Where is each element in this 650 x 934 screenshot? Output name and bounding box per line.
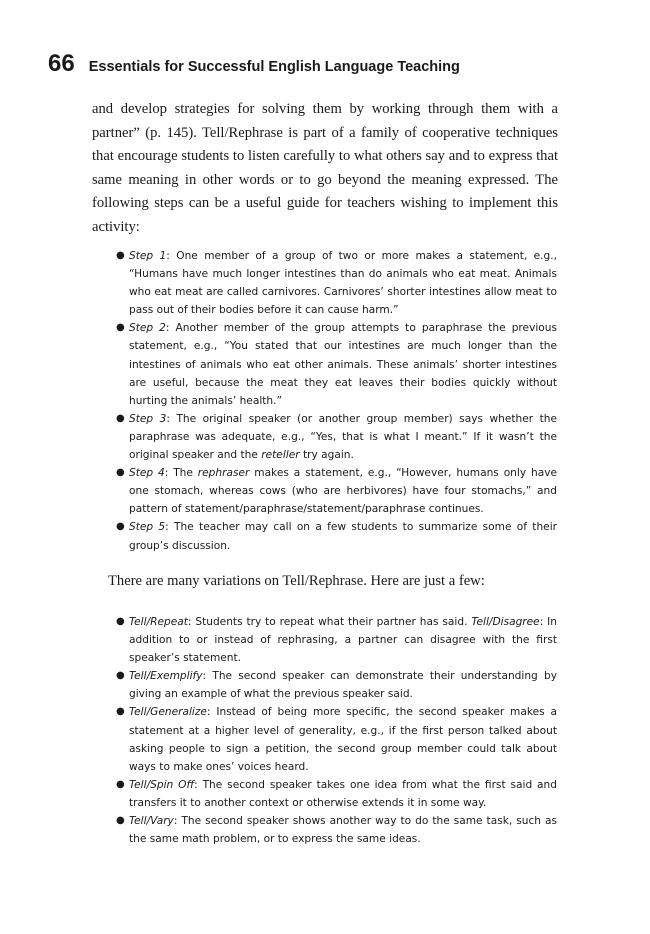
variation-term: Tell/Vary — [129, 815, 174, 828]
steps-list — [116, 247, 557, 555]
step-term: Step 3 — [129, 412, 167, 425]
variation-term: Tell/Spin Off — [129, 778, 195, 791]
step-text: : The — [164, 467, 198, 480]
page-number: 66 — [48, 50, 75, 77]
step-text: : The teacher may call on a few students to summarize some of their group’s discussion. — [129, 521, 557, 552]
variation-text-end: : In addition to or instead of rephrasing, a partner can disagree with the first speaker’s statement. — [129, 616, 557, 665]
variation-text: : The second speaker takes one idea from what the first said and transfers it to another context or otherwise extends it in some way. — [129, 778, 557, 809]
step-text: : The original speaker (or another group member) says whether the paraphrase was adequate, e.g., “Yes, that is what I meant.” If it wasn’t the original speaker and the — [129, 412, 557, 462]
variation-text: : The second speaker shows another way to do the same task, such as the same math problem, or to express the same ideas. — [129, 815, 557, 846]
bullet-icon: ● — [116, 250, 125, 261]
bullet-icon: ● — [116, 670, 125, 682]
list-item-step-1 — [116, 247, 557, 319]
list-item-tell-vary — [116, 812, 557, 848]
step-text-end: makes a statement, e.g., “However, humans only have one stomach, whereas cows (who are herbivores) have four stomachs,” and pattern of statement/paraphrase/statement/paraphrase continues. — [129, 467, 557, 516]
step-inline-term: rephraser — [197, 467, 250, 480]
variations-intro: There are many variations on Tell/Rephrase. Here are just a few: — [108, 573, 485, 589]
bullet-icon: ● — [116, 815, 125, 827]
list-item-tell-repeat — [116, 613, 557, 667]
intro-paragraph: and develop strategies for solving them by working through them with a partner” (p. 145). Tell/Rephrase is part of a family of cooperative techniques that encourage students to listen carefully to what others say and to express that same meaning in other words or to go beyond the meaning expressed. The following steps can be a useful guide for teachers wishing to implement this activity: — [92, 101, 558, 235]
variations-list — [116, 613, 557, 848]
bullet-icon: ● — [116, 322, 125, 334]
step-text: : One member of a group of two or more makes a statement, e.g., “Humans have much longer intestines than do animals who eat meat. Animals who eat meat are called carnivores. Carnivores’ shorter intestines allow meat to pass out of their bodies before it can cause harm.” — [129, 250, 557, 317]
list-item-step-4 — [116, 464, 557, 518]
bullet-icon: ● — [116, 521, 125, 533]
step-term: Step 4 — [129, 467, 165, 480]
variation-term: Tell/Exemplify — [129, 670, 203, 683]
step-term: Step 2 — [129, 322, 166, 335]
list-item-step-2 — [116, 319, 557, 409]
variation-term: Tell/Repeat — [129, 616, 188, 628]
bullet-icon: ● — [116, 706, 125, 718]
bullet-icon: ● — [116, 778, 125, 790]
variation-text: : Instead of being more specific, the second speaker makes a statement at a higher level of generality, e.g., if the first person talked about asking people to sign a petition, the second group member could talk about ways to make ones’ voices heard. — [129, 706, 557, 773]
step-term: Step 1 — [129, 250, 167, 262]
step-text-end: try again. — [299, 449, 354, 462]
bullet-icon: ● — [116, 467, 125, 479]
running-title: Essentials for Successful English Language Teaching — [88, 59, 460, 75]
variation-inline-term: Tell/Disagree — [471, 616, 540, 628]
variation-text: : Students try to repeat what their partner has said. — [187, 616, 472, 628]
bullet-icon: ● — [116, 412, 125, 424]
list-item-tell-generalize — [116, 703, 557, 775]
step-inline-term: reteller — [261, 449, 300, 462]
bullet-icon: ● — [116, 616, 125, 627]
list-item-tell-spin-off — [116, 776, 557, 812]
list-item-tell-exemplify — [116, 667, 557, 703]
variation-term: Tell/Generalize — [129, 706, 207, 719]
step-term: Step 5 — [129, 521, 166, 534]
list-item-step-5 — [116, 518, 557, 554]
page-header — [48, 50, 460, 78]
step-text: : Another member of the group attempts to paraphrase the previous statement, e.g., “You stated that our intestines are much longer than the intestines of animals who eat other animals. These animals’ shorter intestines are useful, because the meat they eat leaves their bodies quickly without hurting the animals’ health.” — [129, 322, 558, 407]
variation-text: : The second speaker can demonstrate their understanding by giving an example of what the previous speaker said. — [129, 670, 557, 701]
list-item-step-3 — [116, 410, 557, 464]
